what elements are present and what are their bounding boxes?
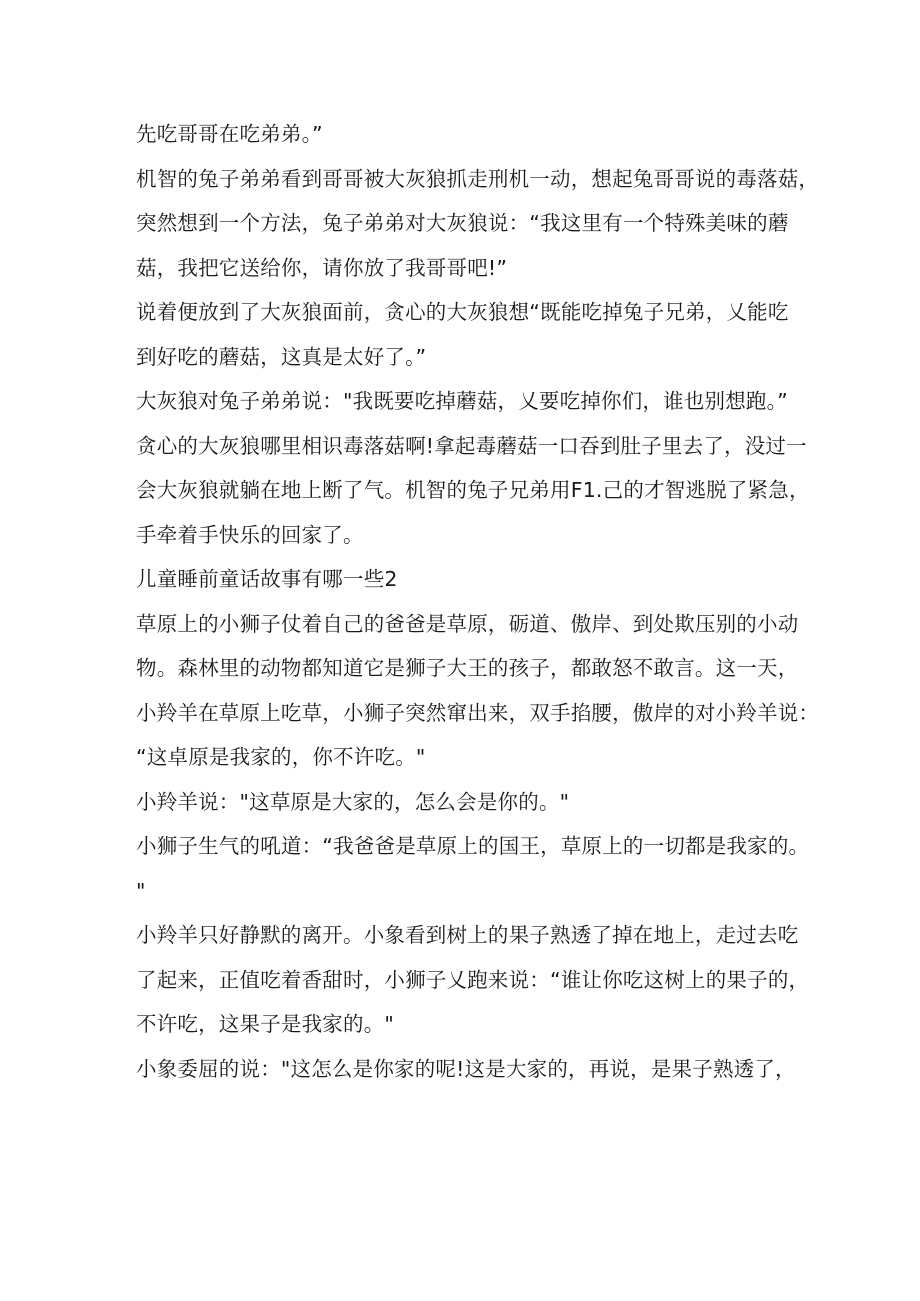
- text-line: 机智的兔子弟弟看到哥哥被大灰狼抓走刑机一动，想起兔哥哥说的毒落菇，: [136, 166, 820, 191]
- text-line: 了起来，正值吃着香甜时，小狮子乂跑来说：“谁让你吃这树上的果子的，: [136, 967, 810, 992]
- text-line: 说着便放到了大灰狼面前，贪心的大灰狼想“既能吃掉兔子兄弟，乂能吃: [136, 300, 789, 324]
- text-line: 物。森林里的动物都知道它是狮子大王的孩子，都敢怒不敢言。这一天，: [136, 656, 799, 680]
- text-line: 会大灰狼就躺在地上断了气。机智的兔子兄弟用F1.己的才智逃脱了紧急，: [136, 478, 810, 502]
- text-line: 到好吃的蘑菇，这真是太好了。”: [136, 344, 427, 369]
- story-text: [136, 112, 820, 1091]
- text-line: 大灰狼对兔子弟弟说："我既要吃掉蘑菇，乂要吃掉你们，谁也别想跑。”: [136, 389, 788, 413]
- text-line: 贪心的大灰狼哪里相识毒落菇啊!拿起毒蘑菇一口吞到肚子里去了，没过一: [136, 433, 807, 458]
- text-line: 突然想到一个方法，兔子弟弟对大灰狼说：“我这里有一个特殊美味的蘑: [136, 211, 789, 235]
- text-line: “这卓原是我家的，你不许吃。": [136, 745, 426, 769]
- text-line: 手牵着手快乐的回家了。: [136, 522, 364, 547]
- text-line: 小羚羊在草原上吃草，小狮子突然窜出来，双手掐腰，傲岸的对小羚羊说：: [136, 700, 820, 725]
- text-line: ": [136, 878, 146, 903]
- section-heading: 儿童睡前童话故事有哪一些2: [136, 567, 398, 591]
- text-line: 小狮子生气的吼道：“我爸爸是草原上的国王，草原上的一切都是我家的。: [136, 834, 810, 858]
- text-line: 小羚羊说："这草原是大家的，怎么会是你的。": [136, 789, 570, 814]
- text-line: 先吃哥哥在吃弟弟。”: [136, 122, 323, 146]
- text-line: 草原上的小狮子仗着自己的爸爸是草原，砺道、傲岸、到处欺压别的小动: [136, 611, 799, 636]
- text-line: 小羚羊只好静默的离开。小象看到树上的果子熟透了掉在地上，走过去吃: [136, 923, 799, 947]
- text-line: 小象委屈的说："这怎么是你家的呢!这是大家的，再说，是果子熟透了，: [136, 1056, 796, 1081]
- text-line: 菇，我把它送给你，请你放了我哥哥吧!”: [136, 255, 508, 280]
- text-line: 不许吃，这果子是我家的。": [136, 1012, 395, 1036]
